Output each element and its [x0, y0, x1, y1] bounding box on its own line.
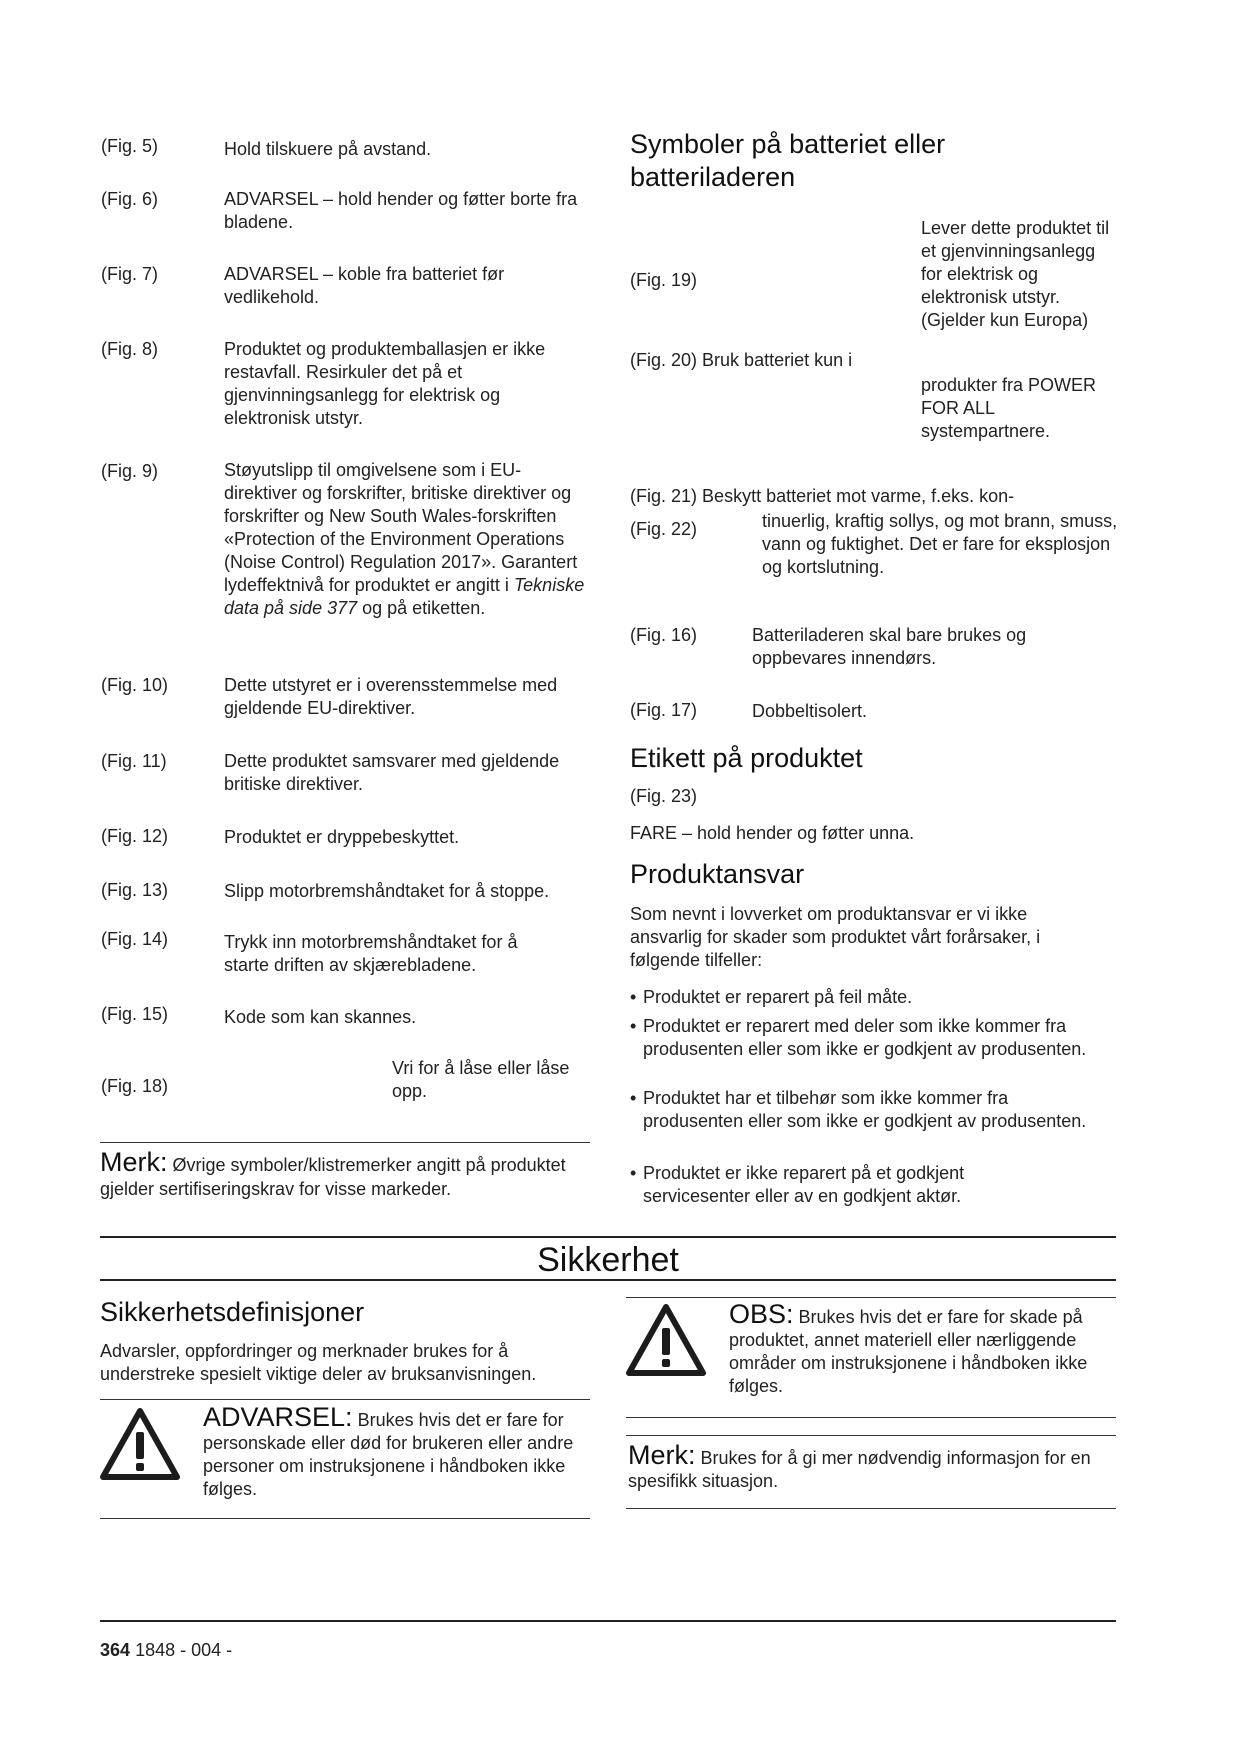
divider: [626, 1435, 1116, 1436]
fig-label: (Fig. 16): [630, 625, 698, 645]
fig-label: (Fig. 6): [101, 189, 159, 209]
liability-item: Produktet er ikke reparert på et godkjent servicesenter eller av en godkjent aktør.: [643, 1163, 965, 1206]
heading-battery-symbols: Symboler på batteriet eller batteriladeren: [630, 129, 946, 192]
fig-label: (Fig. 19): [630, 270, 698, 290]
page-number: 364: [100, 1640, 131, 1660]
fig-description: Trykk inn motorbremshåndtaket for å starte driften av skjærebladene.: [224, 932, 518, 975]
fig-description: Hold tilskuere på avstand.: [224, 139, 432, 159]
fig-text: Beskytt batteriet mot varme, f.eks. kon-: [702, 486, 1015, 506]
warning-text: Brukes hvis det er fare for personskade eller død for brukeren eller andre personer om instruksjonene i håndboken ikke følges.: [203, 1410, 574, 1499]
note-right: [628, 1440, 1116, 1493]
fig-description: Dette utstyret er i overensstemmelse med gjeldende EU-direktiver.: [224, 675, 558, 718]
fig-description: Dette produktet samsvarer med gjeldende britiske direktiver.: [224, 751, 560, 794]
section-rule-bottom: [100, 1279, 1116, 1281]
fig-description: Vri for å låse eller låse opp.: [392, 1058, 570, 1101]
fig-description: Batteriladeren skal bare brukes og oppbevares innendørs.: [752, 625, 1027, 668]
fig-label: (Fig. 20): [630, 350, 698, 370]
liability-item: Produktet er reparert på feil måte.: [643, 987, 913, 1007]
note-text: Øvrige symboler/klistremerker angitt på produktet gjelder sertifiseringskrav for visse markeder.: [100, 1155, 566, 1199]
note-left: [100, 1147, 592, 1201]
fig-description: ADVARSEL – koble fra batteriet før vedlikehold.: [224, 264, 505, 307]
warning-note: [203, 1402, 583, 1501]
fig-description: Støyutslipp til omgivelsene som i EU-direktiver og forskrifter, britiske direktiver og forskrifter og New South Wales-forskriften «Protection of the Environment Operations (Noise Control) Regulation 2017». Garantert lydeffektnivå for produktet er angitt i Tekniske data på side 377 og på etiketten.: [224, 460, 585, 618]
fig-label: (Fig. 8): [101, 339, 159, 359]
fig-description-start: [630, 349, 852, 372]
fig-label: (Fig. 5): [101, 136, 159, 156]
document-code: 1848 - 004 -: [135, 1640, 233, 1660]
fig-description: tinuerlig, kraftig sollys, og mot brann, smuss, vann og fuktighet. Det er fare for eksplosjon og kortslutning.: [762, 511, 1118, 577]
fig-label: (Fig. 13): [101, 880, 169, 900]
bullet-dot: •: [630, 987, 637, 1007]
fig-description: Dobbeltisolert.: [752, 701, 868, 721]
warning-label: ADVARSEL:: [203, 1402, 353, 1432]
note-label: Merk:: [628, 1440, 696, 1470]
footer-rule: [100, 1620, 1116, 1622]
definitions-intro: Advarsler, oppfordringer og merknader brukes for å understreke spesielt viktige deler av bruksanvisningen.: [100, 1341, 537, 1384]
fig-label: (Fig. 10): [101, 675, 169, 695]
warning-triangle-icon: [100, 1408, 180, 1480]
fig-description: Lever dette produktet til et gjenvinningsanlegg for elektrisk og elektronisk utstyr. (Gjelder kun Europa): [921, 218, 1110, 330]
liability-item: Produktet er reparert med deler som ikke kommer fra produsenten eller som ikke er godkjent av produsenten.: [643, 1016, 1087, 1059]
label-text: FARE – hold hender og føtter unna.: [630, 823, 915, 843]
fig-label: (Fig. 14): [101, 929, 169, 949]
page-footer: [100, 1639, 232, 1662]
caution-label: OBS:: [729, 1299, 794, 1329]
divider: [100, 1399, 590, 1400]
caution-triangle-icon: [626, 1304, 706, 1376]
fig-label: (Fig. 9): [101, 461, 159, 481]
divider: [626, 1417, 1116, 1418]
note-text: Brukes for å gi mer nødvendig informasjon for en spesifikk situasjon.: [628, 1448, 1091, 1491]
caution-text: Brukes hvis det er fare for skade på produktet, annet materiell eller nærliggende områder om instruksjonene i håndboken ikke følges.: [729, 1307, 1088, 1396]
divider: [626, 1297, 1116, 1298]
heading-liability: Produktansvar: [630, 859, 805, 889]
section-title: Sikkerhet: [537, 1241, 679, 1279]
bullet-dot: •: [630, 1088, 637, 1108]
liability-item: Produktet har et tilbehør som ikke kommer fra produsenten eller som ikke er godkjent av produsenten.: [643, 1088, 1087, 1131]
fig-description: ADVARSEL – hold hender og føtter borte fra bladene.: [224, 189, 578, 232]
fig-label: (Fig. 22): [630, 519, 698, 539]
fig-label: (Fig. 17): [630, 700, 698, 720]
fig-description: Produktet er dryppebeskyttet.: [224, 827, 460, 847]
fig-label: (Fig. 12): [101, 826, 169, 846]
caution-note: [729, 1299, 1117, 1398]
heading-product-label: Etikett på produktet: [630, 743, 863, 773]
fig-description: Kode som kan skannes.: [224, 1007, 417, 1027]
divider: [100, 1142, 590, 1143]
note-label: Merk:: [100, 1147, 168, 1177]
fig-description-start: [630, 485, 1014, 508]
liability-intro: Som nevnt i lovverket om produktansvar er vi ikke ansvarlig for skader som produktet vårt forårsaker, i følgende tilfeller:: [630, 904, 1041, 970]
fig-label: (Fig. 11): [101, 751, 167, 771]
fig-text: Bruk batteriet kun i: [702, 350, 853, 370]
section-rule-top: [100, 1236, 1116, 1238]
fig-description: Slipp motorbremshåndtaket for å stoppe.: [224, 881, 550, 901]
bullet-dot: •: [630, 1163, 637, 1183]
fig-label: (Fig. 7): [101, 264, 159, 284]
page-reference-link[interactable]: Tekniske data på side 377: [224, 575, 585, 618]
fig-label: (Fig. 21): [630, 486, 698, 506]
bullet-dot: •: [630, 1016, 637, 1036]
fig-label: (Fig. 18): [101, 1076, 169, 1096]
divider: [100, 1518, 590, 1519]
fig-description: produkter fra POWER FOR ALL systempartnere.: [921, 375, 1097, 441]
fig-label: (Fig. 15): [101, 1004, 169, 1024]
divider: [626, 1508, 1116, 1509]
fig-description: Produktet og produktemballasjen er ikke restavfall. Resirkuler det på et gjenvinningsanlegg for elektrisk og elektronisk utstyr.: [224, 339, 546, 428]
heading-safety-definitions: Sikkerhetsdefinisjoner: [100, 1297, 365, 1327]
fig-label: (Fig. 23): [630, 786, 698, 806]
